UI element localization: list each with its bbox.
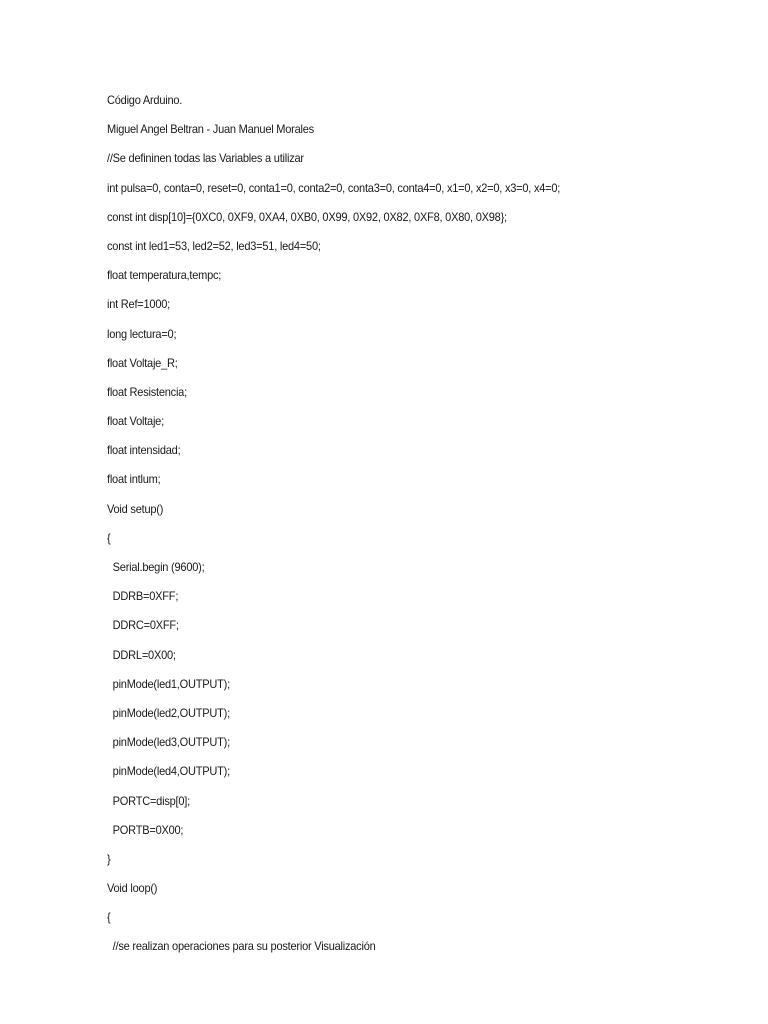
- code-line: pinMode(led1,OUTPUT);: [107, 676, 230, 691]
- code-line: int pulsa=0, conta=0, reset=0, conta1=0, conta2=0, conta3=0, conta4=0, x1=0, x2=0, x3=0, x4=0;: [107, 180, 561, 195]
- code-line: pinMode(led3,OUTPUT);: [107, 735, 230, 750]
- code-comment: //se realizan operaciones para su posterior Visualización: [107, 939, 376, 954]
- code-line: Void setup(): [107, 501, 164, 516]
- code-comment: //Se defininen todas las Variables a utilizar: [107, 151, 304, 166]
- code-line: int Ref=1000;: [107, 297, 170, 312]
- code-line: DDRL=0X00;: [107, 647, 176, 662]
- code-line: const int disp[10]={0XC0, 0XF9, 0XA4, 0XB0, 0X99, 0X92, 0X82, 0XF8, 0X80, 0X98};: [107, 209, 507, 224]
- code-line: float temperatura,tempc;: [107, 268, 222, 283]
- document-body: [107, 90, 727, 966]
- code-line: Void loop(): [107, 881, 158, 896]
- code-line: float Resistencia;: [107, 384, 187, 399]
- code-line: pinMode(led2,OUTPUT);: [107, 705, 230, 720]
- document-title: Código Arduino.: [107, 93, 183, 107]
- code-line: float intlum;: [107, 472, 161, 487]
- code-line: {: [107, 530, 111, 545]
- code-line: float intensidad;: [107, 443, 181, 458]
- code-line: long lectura=0;: [107, 326, 177, 341]
- code-line: const int led1=53, led2=52, led3=51, led4=50;: [107, 238, 321, 253]
- code-line: float Voltaje_R;: [107, 355, 178, 370]
- code-line: {: [107, 910, 111, 925]
- code-line: PORTB=0X00;: [107, 822, 184, 837]
- document-authors: Miguel Angel Beltran - Juan Manuel Morales: [107, 122, 314, 137]
- code-line: Serial.begin (9600);: [107, 560, 205, 574]
- code-line: float Voltaje;: [107, 414, 164, 429]
- code-line: PORTC=disp[0];: [107, 793, 190, 808]
- code-line: pinMode(led4,OUTPUT);: [107, 764, 230, 779]
- code-line: DDRB=0XFF;: [107, 589, 179, 604]
- code-line: }: [107, 851, 111, 866]
- code-line: DDRC=0XFF;: [107, 618, 179, 633]
